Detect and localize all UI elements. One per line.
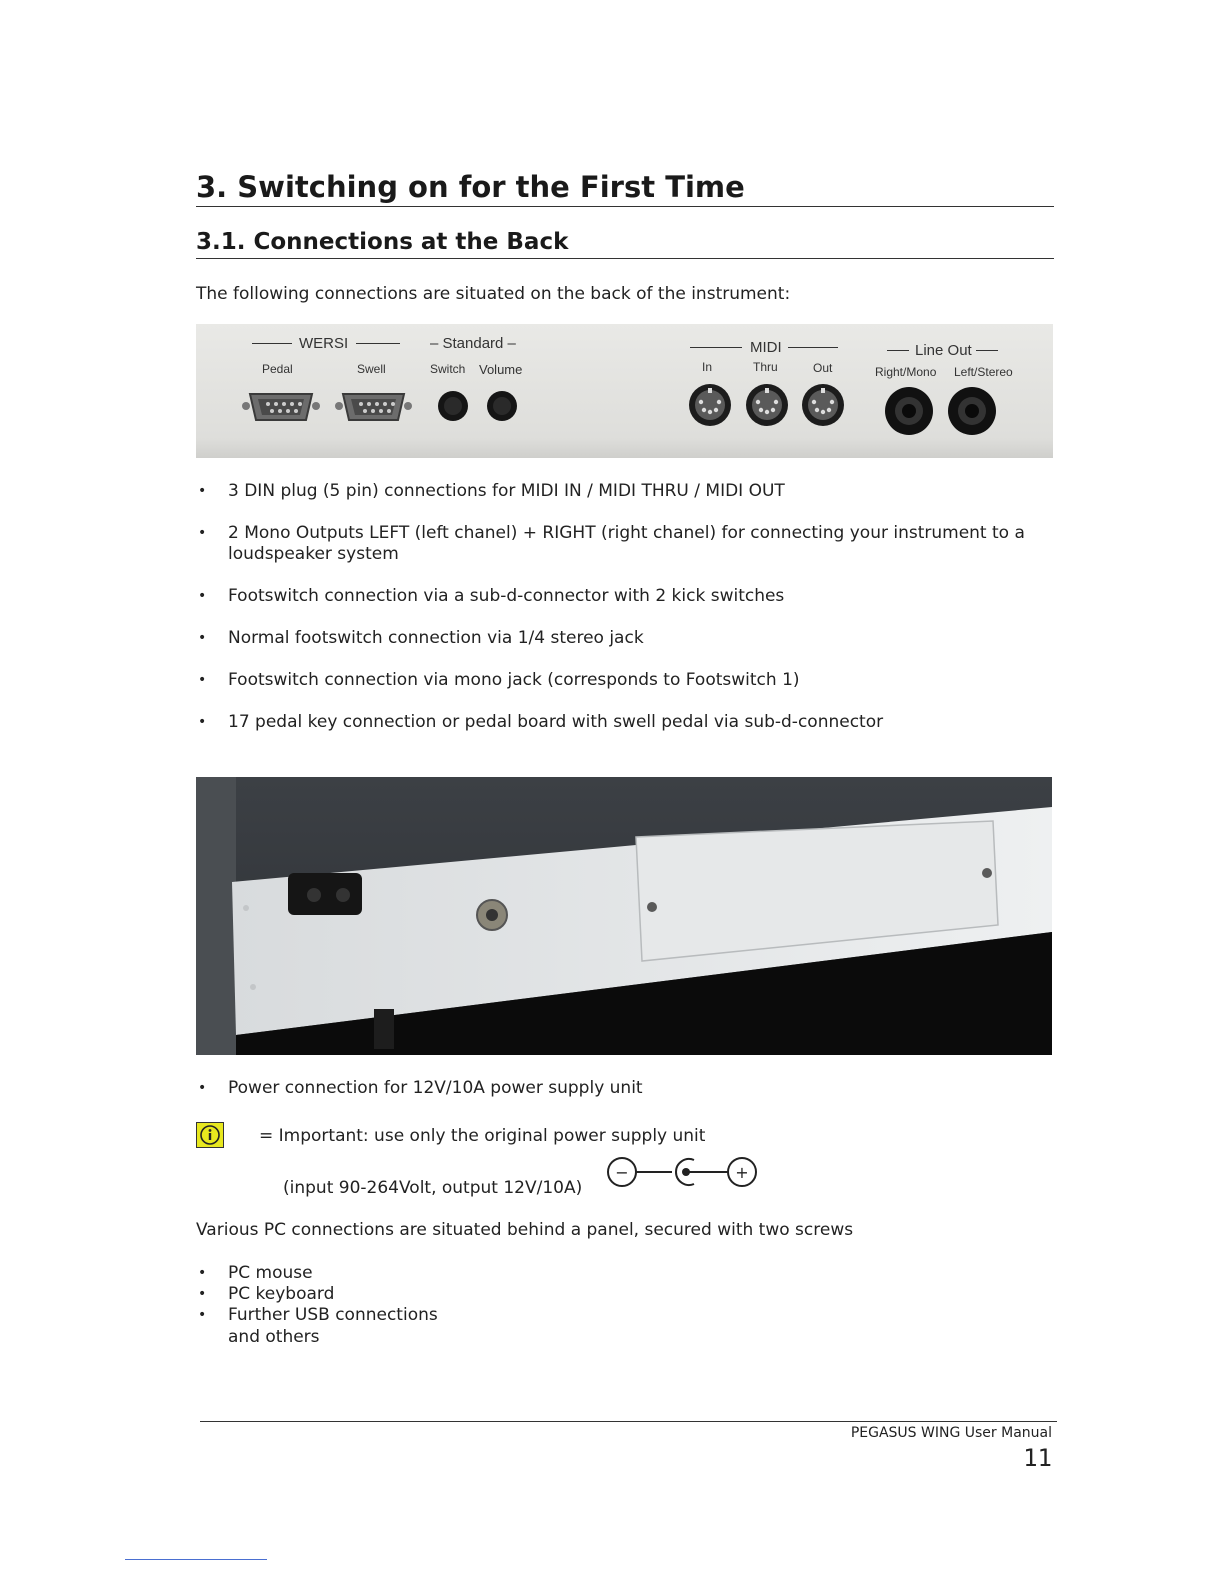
midi-in-din-icon: [689, 384, 731, 426]
list-item: • 2 Mono Outputs LEFT (left chanel) + RIGHT (right chanel) for connecting your instrument to a loudspeaker system: [196, 523, 1056, 565]
power-list: [196, 1078, 1056, 1099]
midi-label: MIDI: [750, 339, 782, 356]
pedal-subd-connector-icon: [242, 394, 320, 420]
midi-out-label: Out: [813, 361, 833, 375]
footnote-rule: [125, 1559, 267, 1560]
wersi-label: WERSI: [299, 335, 349, 352]
polarity-minus: −: [615, 1163, 629, 1182]
list-item: • Footswitch connection via a sub-d-connector with 2 kick switches: [196, 586, 1056, 607]
list-item: • PC keyboard: [196, 1284, 1056, 1305]
list-item: • Power connection for 12V/10A power supply unit: [196, 1078, 1056, 1099]
line-out-label: Line Out: [915, 342, 972, 359]
list-item: • Normal footswitch connection via 1/4 stereo jack: [196, 628, 1056, 649]
left-stereo-jack-icon: [948, 387, 996, 435]
switch-jack-icon: [438, 391, 468, 421]
pc-intro: Various PC connections are situated behind a panel, secured with two screws: [196, 1220, 854, 1240]
midi-in-label: In: [702, 360, 713, 374]
back-connections-panel: [196, 324, 1053, 458]
right-mono-jack-icon: [885, 387, 933, 435]
back-panel-photo: [196, 777, 1052, 1055]
volume-jack-icon: [487, 391, 517, 421]
polarity-diagram-icon: [606, 1154, 762, 1190]
list-item: • PC mouse: [196, 1263, 1056, 1284]
left-stereo-label: Left/Stereo: [954, 365, 1013, 379]
polarity-plus: +: [735, 1163, 749, 1182]
volume-label: Volume: [479, 362, 523, 377]
pc-list: [196, 1263, 1056, 1326]
standard-label: – Standard –: [430, 335, 516, 352]
back-panel-drawing: [196, 777, 1052, 1055]
right-mono-label: Right/Mono: [875, 365, 937, 379]
intro-text: The following connections are situated on the back of the instrument:: [196, 284, 791, 304]
list-item: • 17 pedal key connection or pedal board with swell pedal via sub-d-connector: [196, 712, 1056, 733]
section-heading: 3.1. Connections at the Back: [196, 229, 1054, 259]
list-item: • Footswitch connection via mono jack (corresponds to Footswitch 1): [196, 670, 1056, 691]
footer-title: PEGASUS WING User Manual: [850, 1425, 1052, 1441]
switch-label: Switch: [430, 362, 466, 376]
info-icon: [196, 1122, 224, 1148]
page-heading: 3. Switching on for the First Time: [196, 170, 1054, 207]
page-number: 11: [1023, 1444, 1052, 1472]
input-spec: (input 90-264Volt, output 12V/10A): [283, 1178, 583, 1198]
connectors-drawing: [196, 324, 1053, 458]
midi-thru-din-icon: [746, 384, 788, 426]
footer-rule: [200, 1421, 1057, 1422]
swell-label: Swell: [357, 362, 386, 376]
pedal-label: Pedal: [262, 362, 293, 376]
midi-out-din-icon: [802, 384, 844, 426]
swell-subd-connector-icon: [335, 394, 412, 420]
important-note: = Important: use only the original power supply unit: [259, 1126, 706, 1146]
connections-list: [196, 481, 1056, 733]
list-item: • 3 DIN plug (5 pin) connections for MIDI IN / MIDI THRU / MIDI OUT: [196, 481, 1056, 502]
list-item: • Further USB connections: [196, 1305, 1056, 1326]
pc-tail: and others: [228, 1327, 320, 1347]
midi-thru-label: Thru: [753, 360, 778, 374]
